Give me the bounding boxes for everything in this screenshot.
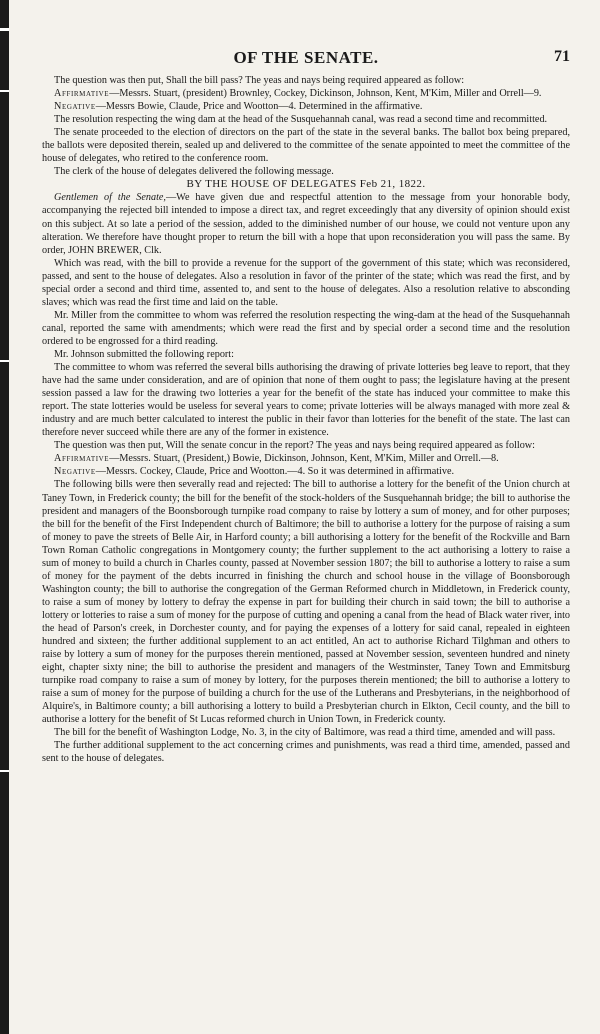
- page-title: OF THE SENATE.: [233, 48, 379, 67]
- journal-text: [42, 74, 570, 765]
- paragraph-question-concur: The question was then put, Will the senate concur in the report? The yeas and nays being required appeared as follow:: [54, 440, 535, 452]
- page: [42, 48, 570, 765]
- paragraph-washington-lodge: The bill for the benefit of Washington Lodge, No. 3, in the city of Baltimore, was read a third time, amended and will pass.: [54, 727, 556, 739]
- vote-names: —Messrs. Stuart, (president) Brownley, Cockey, Dickinson, Johnson, Kent, M'Kim, Miller and Orrell—9.: [109, 88, 542, 100]
- paragraph-clerk-message: The clerk of the house of delegates delivered the following message.: [54, 166, 334, 178]
- vote-label: Negative: [54, 466, 96, 478]
- message-heading: BY THE HOUSE OF DELEGATES Feb 21, 1822.: [186, 178, 426, 191]
- paragraph-johnson: Mr. Johnson submitted the following report:: [54, 348, 234, 360]
- running-header: [42, 48, 570, 74]
- spine-mark: [0, 770, 9, 772]
- paragraph-election: The senate proceeded to the election of directors on the part of the state in the several banks. The ballot box being prepared, the ballots were deposited therein, sealed up and delivered to the committee of the senate appointed to meet the committee of the house of delegates, who retired to the conference room.: [42, 127, 570, 165]
- vote-label: Negative: [54, 101, 96, 113]
- paragraph-committee-report: The committee to whom was referred the several bills authorising the drawing of private lotteries beg leave to report, that they have had the same under consideration, and are of opinion that none of them ought to pass; the legislature having at the present session passed a law for the drawing two lotteries a year for the benefit of the state has induced your committee to make this report. The state lotteries would be useless for several years to come; private lotteries will be always managed with more zeal & industry and are much better calculated to interest the public in their favor than lotteries for the benefit of the state. The last can therefore never succeed while there are any of the former in existence.: [42, 362, 570, 439]
- paragraph-affirmative-vote: [42, 452, 570, 465]
- vote-names: —Messrs. Stuart, (President,) Bowie, Dickinson, Johnson, Kent, M'Kim, Miller and Orrell.—8.: [109, 453, 499, 465]
- paragraph-crimes-supplement: The further additional supplement to the act concerning crimes and punishments, was read a third time, amended, passed and sent to the house of delegates.: [42, 740, 570, 765]
- message-text: —We have given due and respectful attention to the message from your honorable body, accompanying the rejected bill intended to impose a direct tax, and regret exceedingly that any diversity of opinion should exist on this subject. At so late a period of the session, added to the diminished number of our house, we could not venture upon any alteration. We therefore have thought proper to return the bill with a hope that upon reconsideration you will pass the same. By order, JOHN BREWER, Clk.: [42, 192, 570, 256]
- spine-mark: [0, 90, 9, 92]
- page-number: 71: [554, 48, 570, 65]
- paragraph-message-body: [42, 191, 570, 256]
- paragraph-bill-read: Which was read, with the bill to provide a revenue for the support of the government of this state; which was reconsidered, passed, and sent to the house of delegates. Also a resolution in favor of the printer of the state; which was read the first, and by special order a second and third time, assented to, and sent to the house of delegates. Also a resolution relative to absconding slaves; which was read the first time and laid on the table.: [42, 257, 570, 308]
- paragraph-negative-vote: [42, 465, 570, 478]
- page-spine-edge: [0, 0, 9, 1034]
- paragraph-negative-vote: [42, 100, 570, 113]
- vote-label: Affirmative: [54, 88, 110, 100]
- paragraph-miller-report: Mr. Miller from the committee to whom was referred the resolution respecting the wing-dam at the head of the Susquehannah canal, reported the same with amendments; which were read the first and by special order a second time and the resolution ordered to be engrossed for a third reading.: [42, 309, 570, 347]
- paragraph-rejected-bills: The following bills were then severally read and rejected: The bill to authorise a lottery for the benefit of the Union church at Taney Town, in Frederick county; the bill for the benefit of the stock-holders of the Susquehannah bridge; the bill to authorise the president and managers of the Boonsborough turnpike road company to raise by lottery a sum of money, and for other purposes; the bill for the benefit of the First Independent church of Baltimore; the bill to authorise a lottery for the purpose of raising a sum of money to pave the streets of Belle Air, in Harford county; a bill authorising a lottery for the benefit of the Rockville and Barn Town Roman Catholic congregations in Montgomery county; the further supplement to the act authorising a lottery to raise a sum of money to build a church in Charles county, passed at November session 1807; the bill to authorise a lottery to raise a sum of money for the payment of the debts incurred in finishing the church and school house in the village of Boonsborough Washington county; the bill to authorise the congregation of the German Reformed church in Middletown, in Frederick county, to raise a sum of money by lottery to defray the expense in part for building their church in said town; the bill to authorise a lottery or lotteries to raise a sum of money for the purpose of cutting and opening a canal from the head of Black water river, into the head of Parson's creek, in Dorchester county, and for paying the expenses of a lottery for said canal, repealed in eighteen hundred and sixteen; the further additional supplement to an act entitled, An act to authorise Richard Tilghman and others to raise by lottery a sum of money for the purposes therein mentioned, passed at November session, seventeen hundred and ninety eight, chapter sixty nine; the bill to authorise the president and managers of the Westminster, Taney Town and Emmitsburg turnpike road company to raise a sum of money by lottery, for the purposes therein mentioned; the bill to authorise a lottery to raise a sum of money for the purpose of building a church for the use of the Lutherans and Presbyterians, in the neighborhood of Alquire's, in Baltimore county; a bill authorising a lottery to build a Presbyterian church in Elkton, Cecil county, and the bill to authorise a lottery for the benefit of St Lucas reformed church in Union Town, in Frederick county.: [42, 479, 571, 726]
- paragraph-question: The question was then put, Shall the bill pass? The yeas and nays being required appeared as follow:: [54, 75, 465, 86]
- paragraph-affirmative-vote: [42, 87, 570, 100]
- vote-names: —Messrs. Cockey, Claude, Price and Wootton.—4. So it was determined in affirmative.: [95, 466, 455, 478]
- spine-mark: [0, 360, 9, 362]
- vote-names: —Messrs Bowie, Claude, Price and Wootton—4. Determined in the affirmative.: [95, 101, 423, 113]
- paragraph-resolution: The resolution respecting the wing dam at the head of the Susquehannah canal, was read a second time and recommitted.: [54, 114, 548, 126]
- spine-mark: [0, 28, 9, 31]
- salutation: Gentlemen of the Senate,: [54, 192, 166, 204]
- vote-label: Affirmative: [54, 453, 110, 465]
